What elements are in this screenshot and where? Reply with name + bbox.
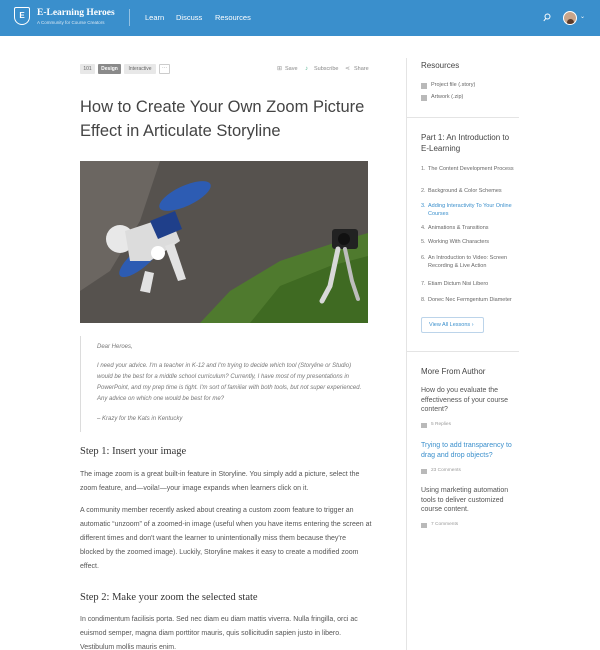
quote-body: I need your advice. I'm a teacher in K-12 and I'm trying to decide which tool (Storyline or Studio) would be the best for a middle school curriculum? Currently, I have most of my presentations in PowerPoint, and my prep time is tight. I'm sort of familiar with both tools, but not super experienced. Any advice on which one would be best for me? bbox=[97, 363, 362, 402]
lesson-item[interactable]: Working With Characters bbox=[428, 239, 490, 245]
step1-paragraph-2: A community member recently asked about creating a custom zoom feature to trigger an automatic “unzoom” of a zoomed-in image (useful when you have items entering the screen at different times and don't want the learner to unintentionally miss them because they're blocked by the zoomed image). Luckily, Storyline makes it easy to create a modified zoom effect. bbox=[80, 507, 372, 570]
search-icon[interactable] bbox=[543, 13, 551, 23]
nav-discuss[interactable]: Discuss bbox=[176, 13, 203, 22]
lesson-number: 8. bbox=[421, 297, 426, 303]
more-tags-button[interactable]: ··· bbox=[159, 64, 170, 74]
sidebar-separator bbox=[407, 351, 519, 352]
bell-icon[interactable]: ♪ bbox=[305, 66, 308, 72]
reader-question-quote bbox=[80, 336, 370, 432]
step1-heading: Step 1: Insert your image bbox=[80, 446, 187, 457]
tag-design[interactable]: Design bbox=[98, 64, 121, 74]
resources-title: Resources bbox=[421, 61, 460, 70]
view-all-lessons-button[interactable]: View All Lessons › bbox=[421, 317, 484, 333]
comment-icon bbox=[421, 469, 427, 474]
tag-interactive[interactable]: Interactive bbox=[124, 64, 156, 74]
user-avatar[interactable] bbox=[563, 11, 577, 25]
author-post-title[interactable]: Using marketing automation tools to deliver customized course content. bbox=[421, 487, 509, 513]
header-divider bbox=[129, 9, 130, 26]
author-post-title[interactable]: How do you evaluate the effectiveness of your course content? bbox=[421, 387, 509, 413]
save-icon[interactable]: ⊞ bbox=[277, 66, 283, 72]
tag-101[interactable]: 101 bbox=[80, 64, 95, 74]
brand-name[interactable]: E-Learning Heroes bbox=[37, 8, 115, 18]
comment-icon bbox=[421, 423, 427, 428]
part-title: Part 1: An Introduction to E-Learning bbox=[421, 133, 510, 153]
author-post-meta: 5 Replies bbox=[431, 422, 451, 427]
resource-project-file[interactable]: Project file (.story) bbox=[431, 82, 476, 88]
sidebar-divider bbox=[406, 58, 407, 650]
step2-heading: Step 2: Make your zoom the selected state bbox=[80, 592, 258, 603]
step2-paragraph-1: In condimentum facilisis porta. Sed nec diam eu diam mattis viverra. Nulla fringilla, orci ac euismod semper, magna diam porttitor mauris, quis sollicitudin sapien justo in libero. Vestibulum mollis mauris enim. bbox=[80, 616, 358, 650]
share-link[interactable]: Share bbox=[354, 66, 369, 72]
lesson-number: 3. bbox=[421, 203, 426, 209]
chevron-down-icon[interactable]: ⌄ bbox=[580, 14, 586, 20]
lesson-item[interactable]: An Introduction to Video: Screen Recording & Live Action bbox=[428, 255, 508, 269]
lesson-number: 2. bbox=[421, 188, 426, 194]
quote-signature: – Krazy for the Kats in Kentucky bbox=[97, 416, 183, 422]
step1-paragraph-1: The image zoom is a great built-in feature in Storyline. You simply add a picture, select the zoom feature, and—voila!—your image expands when learners click on it. bbox=[80, 471, 360, 492]
nav-learn[interactable]: Learn bbox=[145, 13, 165, 22]
share-icon[interactable]: ⋖ bbox=[345, 66, 351, 72]
quote-greeting: Dear Heroes, bbox=[97, 344, 133, 350]
top-header bbox=[0, 0, 600, 36]
lesson-number: 7. bbox=[421, 281, 426, 287]
sidebar-separator bbox=[407, 117, 519, 118]
lesson-number: 6. bbox=[421, 255, 426, 261]
hero-image bbox=[80, 161, 368, 323]
lesson-number: 1. bbox=[421, 166, 426, 172]
nav-resources[interactable]: Resources bbox=[215, 13, 251, 22]
lesson-item-active[interactable]: Adding Interactivity To Your Online Courses bbox=[428, 203, 512, 217]
file-icon bbox=[421, 83, 427, 89]
file-icon bbox=[421, 95, 427, 101]
author-post-meta: 7 Comments bbox=[431, 522, 459, 527]
resource-artwork[interactable]: Artwork (.zip) bbox=[431, 94, 464, 100]
lesson-item[interactable]: The Content Development Process bbox=[428, 166, 514, 172]
author-post-meta: 23 Comments bbox=[431, 468, 461, 473]
comment-icon bbox=[421, 523, 427, 528]
more-from-author-title: More From Author bbox=[421, 367, 486, 376]
lesson-number: 4. bbox=[421, 225, 426, 231]
article-title: How to Create Your Own Zoom Picture Effect in Articulate Storyline bbox=[80, 98, 365, 140]
subscribe-link[interactable]: Subscribe bbox=[314, 66, 339, 72]
author-post-title[interactable]: Trying to add transparency to drag and drop objects? bbox=[421, 442, 512, 459]
shield-logo-icon[interactable]: E bbox=[14, 7, 30, 25]
lesson-item[interactable]: Etiam Dictum Nisi Libero bbox=[428, 281, 489, 287]
lesson-item[interactable]: Background & Color Schemes bbox=[428, 188, 502, 194]
lesson-item[interactable]: Donec Nec Fermgentum Diameter bbox=[428, 297, 512, 303]
brand-tagline: A Community for Course Creators bbox=[37, 20, 105, 25]
save-link[interactable]: Save bbox=[285, 66, 298, 72]
lesson-number: 5. bbox=[421, 239, 426, 245]
lesson-item[interactable]: Animations & Transitions bbox=[428, 225, 489, 231]
